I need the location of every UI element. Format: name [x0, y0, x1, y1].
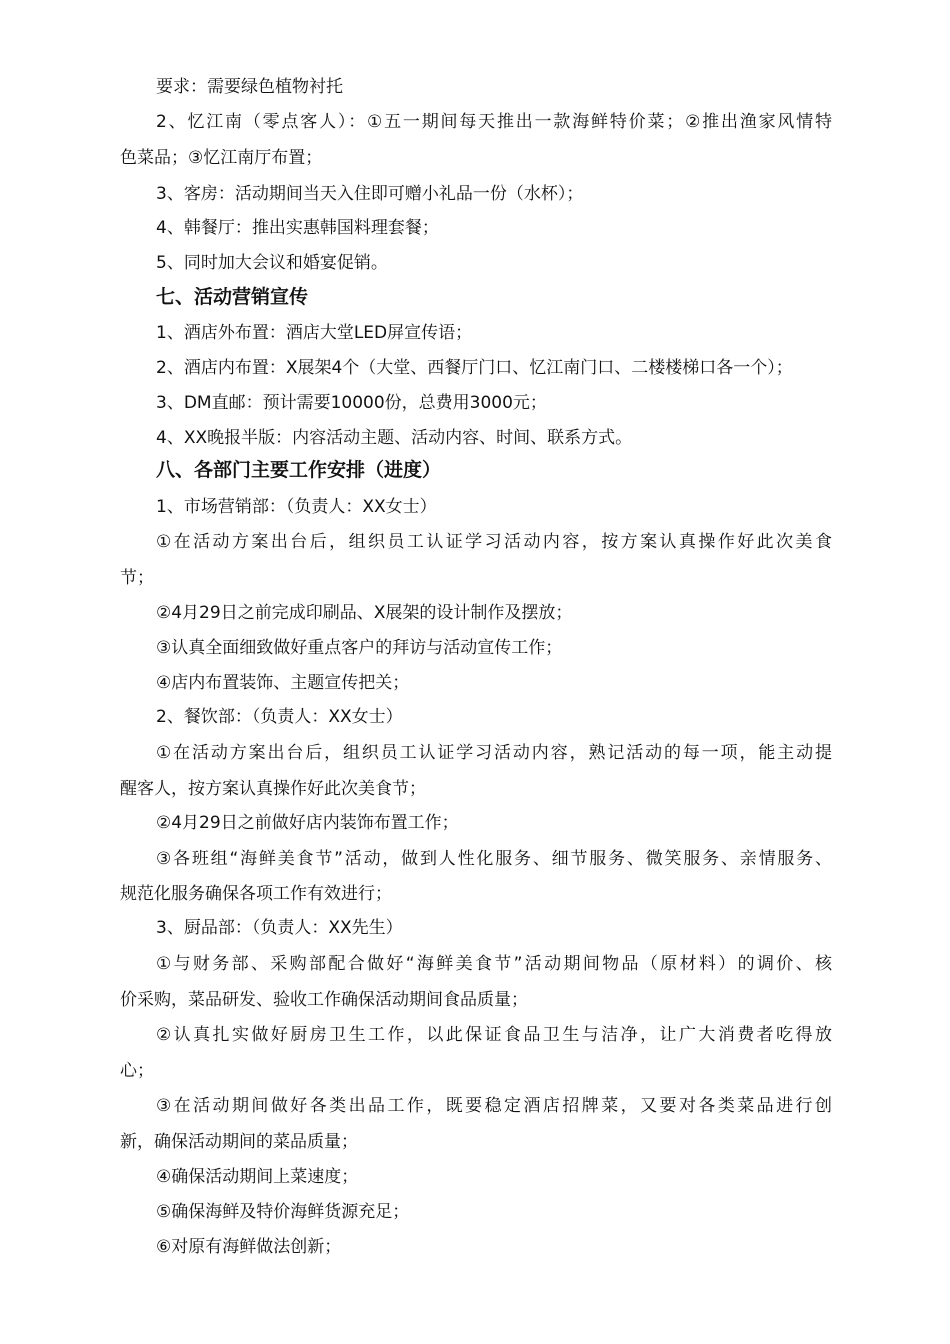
text-line: 要求：需要绿色植物衬托: [156, 77, 343, 97]
text-line: ⑥对原有海鲜做法创新；: [156, 1237, 342, 1257]
text-line: 新，确保活动期间的菜品质量；: [120, 1132, 358, 1152]
text-line: 4、韩餐厅：推出实惠韩国料理套餐；: [156, 218, 439, 238]
text-line: 2、忆江南（零点客人）：①五一期间每天推出一款海鲜特价菜；②推出渔家风情特: [156, 112, 832, 132]
text-line: ①在活动方案出台后，组织员工认证学习活动内容，按方案认真操作好此次美食: [156, 532, 832, 552]
text-line: 心；: [120, 1061, 154, 1081]
text-line: 价采购，菜品研发、验收工作确保活动期间食品质量；: [120, 990, 528, 1010]
text-line: 2、餐饮部：（负责人：XX女士）: [156, 707, 403, 727]
text-line: 1、市场营销部：（负责人：XX女士）: [156, 497, 437, 517]
text-line: ③各班组“海鲜美食节”活动，做到人性化服务、细节服务、微笑服务、亲情服务、: [156, 849, 832, 869]
text-line: ③在活动期间做好各类出品工作，既要稳定酒店招牌菜，又要对各类菜品进行创: [156, 1096, 832, 1116]
text-line: 规范化服务确保各项工作有效进行；: [120, 884, 392, 904]
text-line: ②认真扎实做好厨房卫生工作，以此保证食品卫生与洁净，让广大消费者吃得放: [156, 1025, 832, 1045]
text-line: 5、同时加大会议和婚宴促销。: [156, 253, 388, 273]
text-line: ④确保活动期间上菜速度；: [156, 1167, 359, 1187]
text-line: 色菜品；③忆江南厅布置；: [120, 148, 323, 168]
text-line: ①在活动方案出台后，组织员工认证学习活动内容，熟记活动的每一项，能主动提: [156, 743, 832, 763]
text-line: 2、酒店内布置：X展架4个（大堂、西餐厅门口、忆江南门口、二楼楼梯口各一个）；: [156, 358, 793, 378]
text-line: 醒客人，按方案认真操作好此次美食节；: [120, 779, 426, 799]
text-line: ④店内布置装饰、主题宣传把关；: [156, 673, 410, 693]
text-line: 3、DM直邮：预计需要10000份，总费用3000元；: [156, 393, 547, 413]
text-line: 3、客房：活动期间当天入住即可赠小礼品一份（水杯）；: [156, 184, 584, 204]
section-heading: 七、活动营销宣传: [156, 286, 309, 308]
text-line: ②4月29日之前完成印刷品、X展架的设计制作及摆放；: [156, 603, 573, 623]
text-line: 3、厨品部：（负责人：XX先生）: [156, 918, 403, 938]
text-line: 4、XX晚报半版：内容活动主题、活动内容、时间、联系方式。: [156, 428, 633, 448]
text-line: 节；: [120, 568, 154, 588]
text-line: ③认真全面细致做好重点客户的拜访与活动宣传工作；: [156, 638, 563, 658]
section-heading: 八、各部门主要工作安排（进度）: [156, 459, 442, 481]
text-line: 1、酒店外布置：酒店大堂LED屏宣传语；: [156, 323, 473, 343]
text-line: ②4月29日之前做好店内装饰布置工作；: [156, 813, 459, 833]
text-line: ①与财务部、采购部配合做好“海鲜美食节”活动期间物品（原材料）的调价、核: [156, 954, 832, 974]
text-line: ⑤确保海鲜及特价海鲜货源充足；: [156, 1202, 410, 1222]
